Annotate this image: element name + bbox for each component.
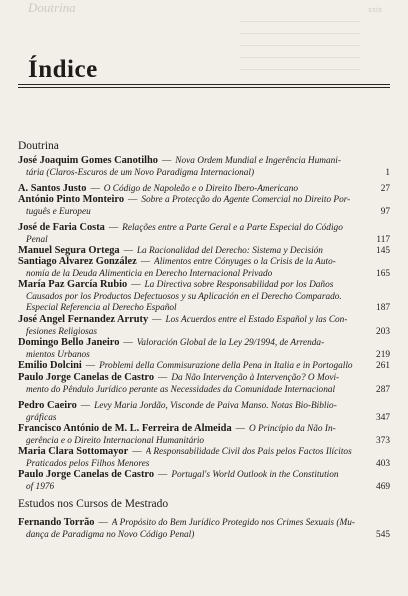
toc-entry-author: José Angel Fernandez Arruty [18, 314, 149, 325]
section-title: Estudos nos Cursos de Mestrado [18, 498, 169, 510]
toc-entry-title: A Responsabilidade Civil dos Pais pelos Factos Ilícitos [145, 447, 352, 457]
toc-entry-author: José de Faria Costa [18, 222, 105, 233]
toc-entry-title-continued: Causados por los Productos Defectuosos y su Aplicación en el Derecho Comparado. [26, 291, 342, 302]
em-dash-separator: — [128, 195, 138, 205]
em-dash-separator: — [140, 257, 151, 267]
em-dash-separator: — [85, 361, 96, 371]
toc-entry-title-continued: tária (Claros-Escuros de um Novo Paradigma Internacional) [26, 167, 255, 178]
toc-entry[interactable] [18, 372, 390, 396]
toc-entry[interactable] [18, 256, 390, 280]
toc-entry-page-number: 261 [376, 361, 390, 371]
toc-entry-first-line [18, 372, 390, 385]
em-dash-separator: — [80, 401, 91, 411]
toc-entry[interactable] [18, 400, 390, 424]
em-dash-separator: — [235, 424, 245, 434]
toc-entry-page-number: 1 [385, 167, 390, 178]
toc-entry-author: Francisco António de M. L. Ferreira de Almeida [18, 423, 232, 434]
toc-entry-title-continued: nomía de la Deuda Alimenticia en Derecho Internacional Privado [26, 268, 273, 279]
em-dash-separator: — [123, 338, 133, 348]
toc-entry-page-number: 145 [376, 246, 390, 256]
toc-entry-title: A Propósito do Bem Jurídico Protegido nos Crimes Sexuais (Mu- [111, 518, 355, 528]
toc-entry-author: Manuel Segura Ortega [18, 245, 120, 256]
toc-entry-title-continued: Praticados pelos Filhos Menores [26, 458, 150, 469]
toc-entry-continuation [18, 168, 390, 180]
toc-entry-title: Los Acuerdos entre el Estado Español y las Con- [165, 315, 348, 325]
toc-entry-continuation [18, 292, 390, 304]
toc-entry-continuation [18, 303, 390, 315]
toc-entry-title-continued: mientos Urbanos [26, 349, 90, 360]
toc-entry-author: António Pinto Monteiro [18, 194, 125, 205]
toc-entry-title: Problemi della Commisurazione della Pena in Italia e in Portogallo [99, 361, 353, 371]
toc-entry-title: Alimentos entre Cónyuges o la Crisis de la Auto- [154, 257, 336, 267]
toc-entry[interactable] [18, 314, 390, 338]
toc-entry-first-line [18, 256, 390, 269]
toc-entry-author: Paulo Jorge Canelas de Castro [18, 372, 155, 383]
toc-entry[interactable] [18, 517, 390, 541]
toc-entry-title-continued: fesiones Religiosas [26, 326, 98, 337]
section-title: Doutrina [18, 140, 59, 152]
em-dash-separator: — [98, 518, 108, 528]
toc-entry-page-number: 187 [376, 303, 390, 313]
em-dash-separator: — [90, 184, 100, 194]
toc-entry-first-line [18, 279, 390, 292]
toc-entry-page-number: 27 [380, 184, 390, 194]
toc-entry[interactable] [18, 155, 390, 179]
em-dash-separator: — [132, 447, 142, 457]
toc-entry-title-continued: Especial Referencia al Derecho Español [26, 303, 177, 313]
toc-entry-title-continued: gráficas [26, 412, 57, 423]
toc-entry-author: A. Santos Justo [18, 183, 87, 194]
toc-entry-page-number: 545 [376, 529, 390, 540]
toc-entry-page-number: 165 [376, 268, 390, 279]
toc-entry[interactable] [18, 469, 390, 493]
title-rule [18, 84, 390, 85]
em-dash-separator: — [108, 223, 119, 233]
toc-entry-page-number: 403 [376, 458, 390, 469]
toc-entry-author: José Joaquim Gomes Canotilho [18, 155, 158, 166]
toc-entry-title-continued: tuguês e Europeu [26, 206, 91, 217]
toc-entry-continuation [18, 385, 390, 397]
toc-entry[interactable] [18, 446, 390, 470]
toc-entry-first-line [18, 194, 390, 207]
toc-entry-title: Da Não Intervenção à Intervenção? O Movi- [171, 373, 340, 383]
toc-entry-author: Maria Clara Sottomayor [18, 446, 129, 457]
toc-entry-first-line [18, 360, 390, 373]
toc-entry-title: Sobre a Protecção do Agente Comercial no Direito Por- [141, 195, 351, 205]
toc-entry-first-line [18, 155, 390, 168]
toc-entry-author: María Paz García Rubio [18, 279, 128, 290]
toc-entry-page-number: 219 [376, 349, 390, 360]
toc-entry-title: Valoración Global de la Ley 29/1994, de Arrenda- [136, 338, 325, 348]
em-dash-separator: — [152, 315, 162, 325]
toc-entry-first-line [18, 469, 390, 482]
toc-entry-page-number: 97 [380, 206, 390, 217]
toc-entry-author: Fernando Torrão [18, 517, 95, 528]
toc-entry-page-number: 203 [376, 326, 390, 337]
toc-entry-first-line [18, 400, 390, 413]
toc-entry-author: Pedro Caeiro [18, 400, 77, 411]
toc-entry-title-continued: Penal [26, 234, 48, 245]
toc-entry-page-number: 117 [376, 234, 390, 245]
toc-entry-title: La Directiva sobre Responsabilidad por los Daños [144, 280, 334, 290]
page-title: Índice [28, 56, 98, 83]
toc-entry-title: Nova Ordem Mundial e Ingerência Humani- [175, 156, 341, 166]
toc-entry[interactable] [18, 194, 390, 218]
toc-entry-first-line [18, 423, 390, 436]
em-dash-separator: — [162, 156, 172, 166]
toc-entry-title-continued: dança de Paradigma no Novo Código Penal) [26, 529, 195, 540]
toc-entry[interactable] [18, 222, 390, 246]
toc-entry-title-continued: gerência e o Direito Internacional Humanitário [26, 435, 205, 446]
toc-entry[interactable] [18, 360, 390, 373]
toc-entry-author: Santiago Alvarez González [18, 256, 137, 267]
toc-entry-title-continued: of 1976 [26, 481, 55, 492]
title-rule-thin [18, 87, 390, 88]
toc-entry-title: La Racionalidad del Derecho: Sistema y Decisión [136, 246, 323, 256]
toc-entry-first-line [18, 337, 390, 350]
em-dash-separator: — [123, 246, 133, 256]
em-dash-separator: — [131, 280, 141, 290]
toc-entry-page-number: 287 [376, 384, 390, 395]
toc-entry[interactable] [18, 279, 390, 315]
toc-entry-continuation [18, 530, 390, 542]
toc-entry-author: Emilio Dolcini [18, 360, 82, 371]
em-dash-separator: — [158, 373, 168, 383]
toc-entry-first-line [18, 314, 390, 327]
toc-entry-page-number: 373 [376, 435, 390, 446]
toc-entry-first-line [18, 517, 390, 530]
toc-entry-title: Relações entre a Parte Geral e a Parte Especial do Código [122, 223, 343, 233]
toc-entry-continuation [18, 482, 390, 494]
toc-entry-author: Domingo Bello Janeiro [18, 337, 120, 348]
toc-entry-first-line [18, 446, 390, 459]
toc-entry[interactable] [18, 423, 390, 447]
toc-entry-page-number: 469 [376, 481, 390, 492]
toc-entry-author: Paulo Jorge Canelas de Castro [18, 469, 155, 480]
toc-entry-title: Portugal's World Outlook in the Constitution [171, 470, 339, 480]
toc-entry[interactable] [18, 337, 390, 361]
show-through-background: Doutrina xxix ——————————————— ——————————————— ——————————————— ——————————————— ——————————————— — — — — — — — — [28, 0, 383, 92]
toc-entry-title-continued: mento do Pêndulo Jurídico perante as Necessidades da Comunidade Internacional [26, 384, 336, 395]
toc-entry-continuation [18, 207, 390, 219]
toc-entry-title: O Código de Napoleão e o Direito Ibero-Americano [103, 184, 298, 194]
toc-entry-first-line [18, 222, 390, 235]
toc-entry-page-number: 347 [376, 412, 390, 423]
toc-entry-title: Levy Maria Jordão, Visconde de Paiva Manso. Notas Bio-Biblio- [94, 401, 337, 411]
em-dash-separator: — [158, 470, 168, 480]
toc-entry-title: O Princípio da Não In- [248, 424, 336, 434]
